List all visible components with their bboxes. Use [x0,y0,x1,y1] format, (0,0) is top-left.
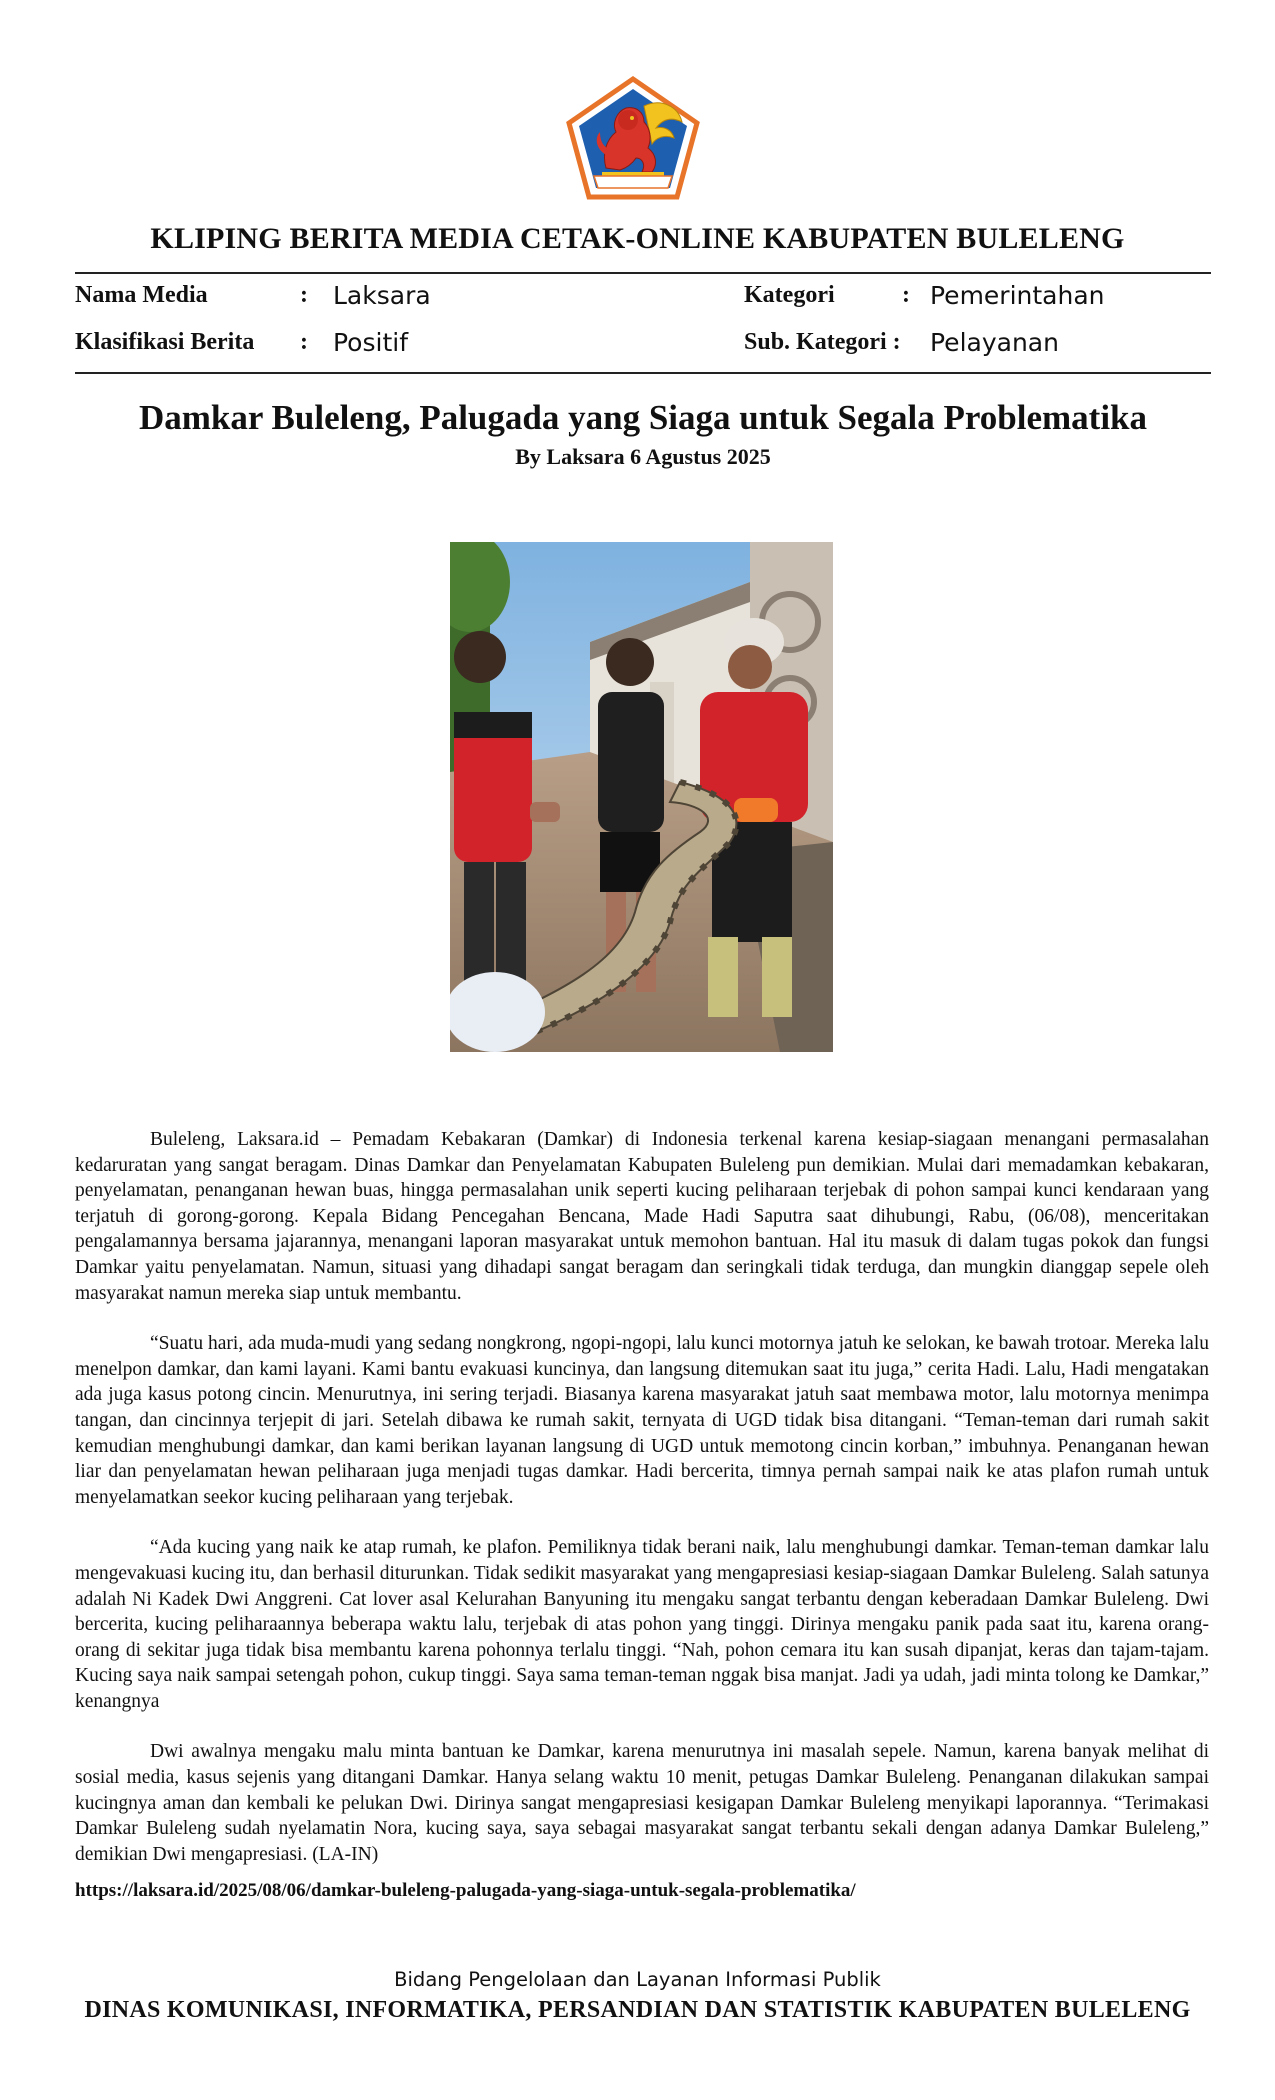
klasifikasi-colon: : [300,329,308,355]
sub-kategori-label: Sub. Kategori : [744,329,901,355]
clipping-header-title: KLIPING BERITA MEDIA CETAK-ONLINE KABUPATEN BULELENG [150,222,1125,255]
kategori-value: Pemerintahan [930,281,1105,310]
nama-media-value: Laksara [333,281,431,310]
article-byline: By Laksara 6 Agustus 2025 [515,444,771,469]
article-body [75,1127,1209,1892]
nama-media-label: Nama Media [75,282,208,308]
firefighters-holding-python-photo [450,542,833,1052]
article-paragraph-2: “Suatu hari, ada muda-mudi yang sedang nongkrong, ngopi-ngopi, lalu kunci motornya jatuh ke selokan, ke bawah trotoar. Mereka lalu menelpon damkar, dan kami layani. Kami bantu evakuasi kuncinya, dan langsung ditemukan saat itu juga,” cerita Hadi. Lalu, Hadi mengatakan ada juga kasus potong cincin. Menurutnya, ini sering terjadi. Biasanya karena masyarakat jatuh saat membawa motor, lalu motornya menimpa tangan, dan cincinnya terjepit di jari. Setelah dibawa ke rumah sakit, ternyata di UGD tidak bisa ditangani. “Teman-teman dari rumah sakit kemudian menghubungi damkar, dan kami berikan layanan langsung di UGD untuk memotong cincin korban,” imbuhnya. Penanganan hewan liar dan penyelamatan hewan peliharaan juga menjadi tugas damkar. Hadi bercerita, timnya pernah sampai naik ke atas plafon rumah untuk menyelamatkan seekor kucing peliharaan yang terjebak. [75,1333,1209,1508]
source-url-link[interactable]: https://laksara.id/2025/08/06/damkar-buleleng-palugada-yang-siaga-untuk-segala-problematika/ [75,1880,856,1901]
klasifikasi-value: Positif [333,328,408,357]
klasifikasi-label: Klasifikasi Berita [75,329,255,355]
article-paragraph-4: Dwi awalnya mengaku malu minta bantuan ke Damkar, karena menurutnya ini masalah sepele. Namun, karena banyak melihat di sosial media, kasus sejenis yang ditangani Damkar. Hanya selang waktu 10 menit, petugas Damkar Buleleng. Penanganan dilakukan sampai kucingnya aman dan kembali ke pelukan Dwi. Dirinya sangat mengapresiasi kesigapan Damkar Buleleng menyikapi laporannya. “Terimakasi Damkar Buleleng sudah nyelamatin Nora, kucing saya, saya sebagai masyarakat sangat terbantu sekali dengan adanya Damkar Buleleng,” demikian Dwi mengapresiasi. (LA-IN) [75,1741,1209,1865]
article-paragraph-3: “Ada kucing yang naik ke atap rumah, ke plafon. Pemiliknya tidak berani naik, lalu menghubungi damkar. Teman-teman damkar lalu mengevakuasi kucing itu, dan berhasil diturunkan. Tidak sedikit masyarakat yang mengapresiasi kesiap-siagaan Damkar Buleleng. Salah satunya adalah Ni Kadek Dwi Anggreni. Cat lover asal Kelurahan Banyuning itu mengaku sangat terbantu dengan keberadaan Damkar Buleleng. Dwi bercerita, kucing peliharaannya beberapa waktu lalu, terjebak di atas pohon yang tinggi. Dirinya mengaku panik pada saat itu, karena orang-orang di sekitar juga tidak bisa membantu karena pohonnya terlalu tinggi. “Nah, pohon cemara itu kan susah dipanjat, keras dan tajam-tajam. Kucing saya naik sampai setengah pohon, cukup tinggi. Saya sama teman-teman nggak bisa manjat. Jadi ya udah, jadi minta tolong ke Damkar,” kenangnya [75,1537,1209,1712]
nama-media-colon: : [300,282,308,308]
kategori-colon: : [902,282,910,308]
buleleng-regency-emblem-icon [566,76,700,200]
article-paragraph-1: Buleleng, Laksara.id – Pemadam Kebakaran (Damkar) di Indonesia terkenal karena kesiap-siagaan menangani permasalahan kedaruratan yang sangat beragam. Dinas Damkar dan Penyelamatan Kabupaten Buleleng pun demikian. Mulai dari memadamkan kebakaran, penyelamatan, penanganan hewan buas, hingga permasalahan unik seperti kucing peliharaan terjebak di pohon sampai kunci kendaraan yang terjatuh di gorong-gorong. Kepala Bidang Pencegahan Bencana, Made Hadi Saputra saat dihubungi, Rabu, (06/08), menceritakan pengalamannya bersama jajarannya, menangani laporan masyarakat untuk memohon bantuan. Hal itu masuk di dalam tugas pokok dan fungsi Damkar yaitu penyelamatan. Namun, situasi yang dihadapi sangat beragam dan seringkali tidak terduga, dan mungkin dianggap sepele oleh masyarakat namun mereka siap untuk membantu. [75,1129,1209,1304]
header-divider-bottom [75,372,1211,374]
footer-division: Bidang Pengelolaan dan Layanan Informasi Publik [394,1968,881,1991]
header-divider-top [75,272,1211,274]
kategori-label: Kategori [744,282,835,308]
sub-kategori-value: Pelayanan [930,328,1059,357]
footer-agency: DINAS KOMUNIKASI, INFORMATIKA, PERSANDIAN DAN STATISTIK KABUPATEN BULELENG [84,1997,1191,2023]
article-title: Damkar Buleleng, Palugada yang Siaga untuk Segala Problematika [138,398,1148,437]
